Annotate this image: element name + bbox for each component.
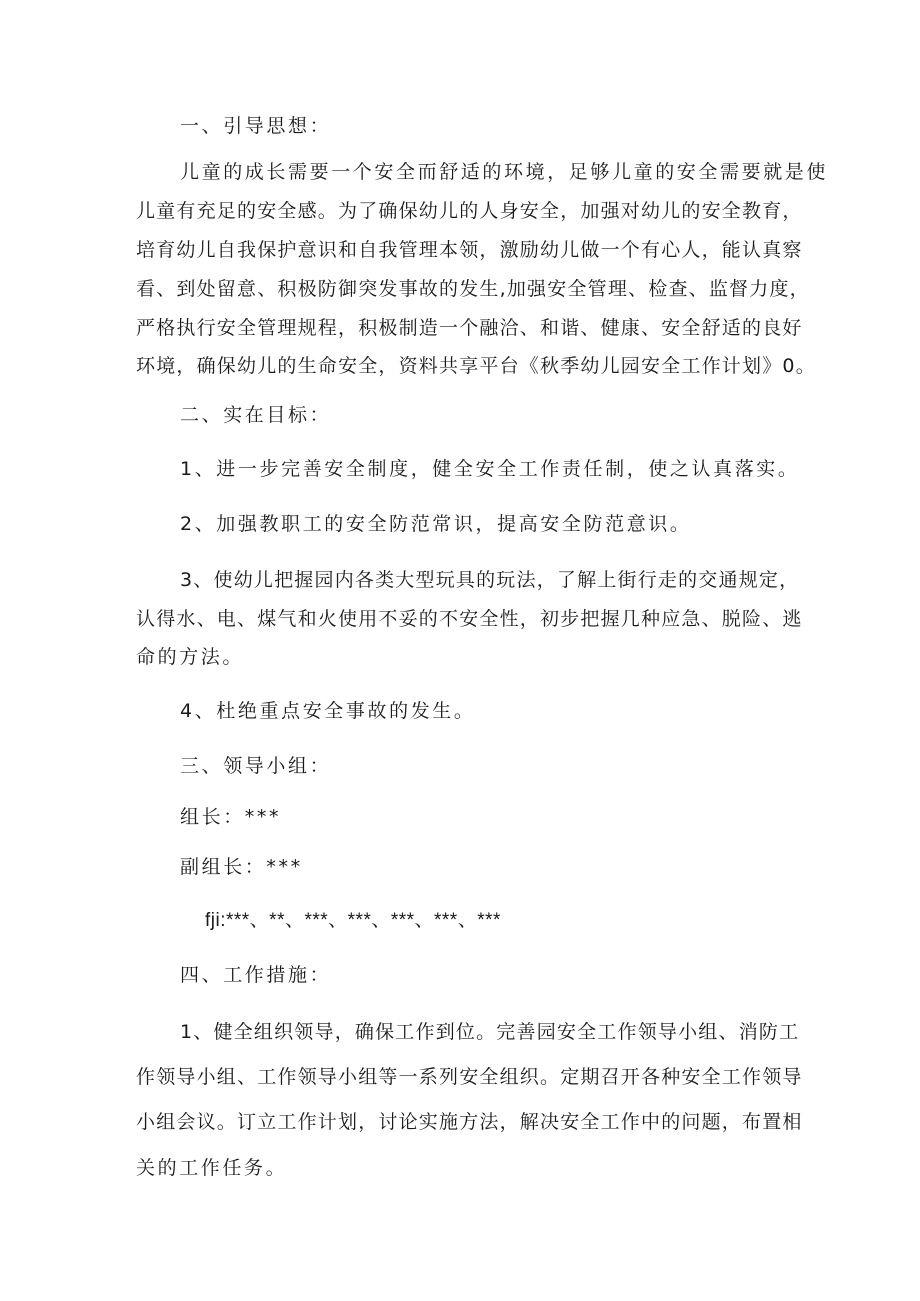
- goal-item-4: 4、杜绝重点安全事故的发生。: [180, 700, 476, 722]
- leader-line: 组长：***: [180, 806, 282, 828]
- paragraph-line: 环境，确保幼儿的生命安全，资料共享平台《秋季幼儿园安全工作计划》0。: [136, 355, 816, 377]
- deputy-leader-line: 副组长：***: [180, 856, 303, 878]
- goal-item-2: 2、加强教职工的安全防范常识，提高安全防范意识。: [180, 513, 692, 535]
- measure-item-1-line: 1、健全组织领导，确保工作到位。完善园安全工作领导小组、消防工: [180, 1021, 800, 1043]
- members-line: fji:***、**、***、***、***、***、***: [205, 910, 501, 931]
- measure-item-1-line: 作领导小组、工作领导小组等一系列安全组织。定期召开各种安全工作领导: [136, 1066, 803, 1088]
- goal-item-3-line: 命的方法。: [136, 646, 245, 668]
- paragraph-line: 儿童有充足的安全感。为了确保幼儿的人身安全，加强对幼儿的安全教育，: [136, 200, 803, 222]
- section-heading-leadership: 三、领导小组：: [180, 755, 332, 777]
- section-heading-guiding-thought: 一、引导思想：: [180, 115, 332, 137]
- goal-item-1: 1、进一步完善安全制度，健全安全工作责任制，使之认真落实。: [180, 458, 800, 480]
- paragraph-line: 儿童的成长需要一个安全而舒适的环境，足够儿童的安全需要就是使: [180, 161, 829, 183]
- paragraph-line: 看、到处留意、积极防御突发事故的发生,加强安全管理、检查、监督力度，: [136, 278, 810, 300]
- goal-item-3-line: 3、使幼儿把握园内各类大型玩具的玩法，了解上街行走的交通规定，: [180, 569, 800, 591]
- paragraph-line: 培育幼儿自我保护意识和自我管理本领，激励幼儿做一个有心人，能认真察: [136, 239, 803, 261]
- measure-item-1-line: 关的工作任务。: [136, 1157, 288, 1179]
- goal-item-3-line: 认得水、电、煤气和火使用不妥的不安全性，初步把握几种应急、脱险、逃: [136, 608, 803, 630]
- paragraph-line: 严格执行安全管理规程，积极制造一个融洽、和谐、健康、安全舒适的良好: [136, 317, 803, 339]
- measure-item-1-line: 小组会议。订立工作计划，讨论实施方法，解决安全工作中的问题，布置相: [136, 1111, 803, 1133]
- section-heading-measures: 四、工作措施：: [180, 964, 332, 986]
- section-heading-goals: 二、实在目标：: [180, 404, 332, 426]
